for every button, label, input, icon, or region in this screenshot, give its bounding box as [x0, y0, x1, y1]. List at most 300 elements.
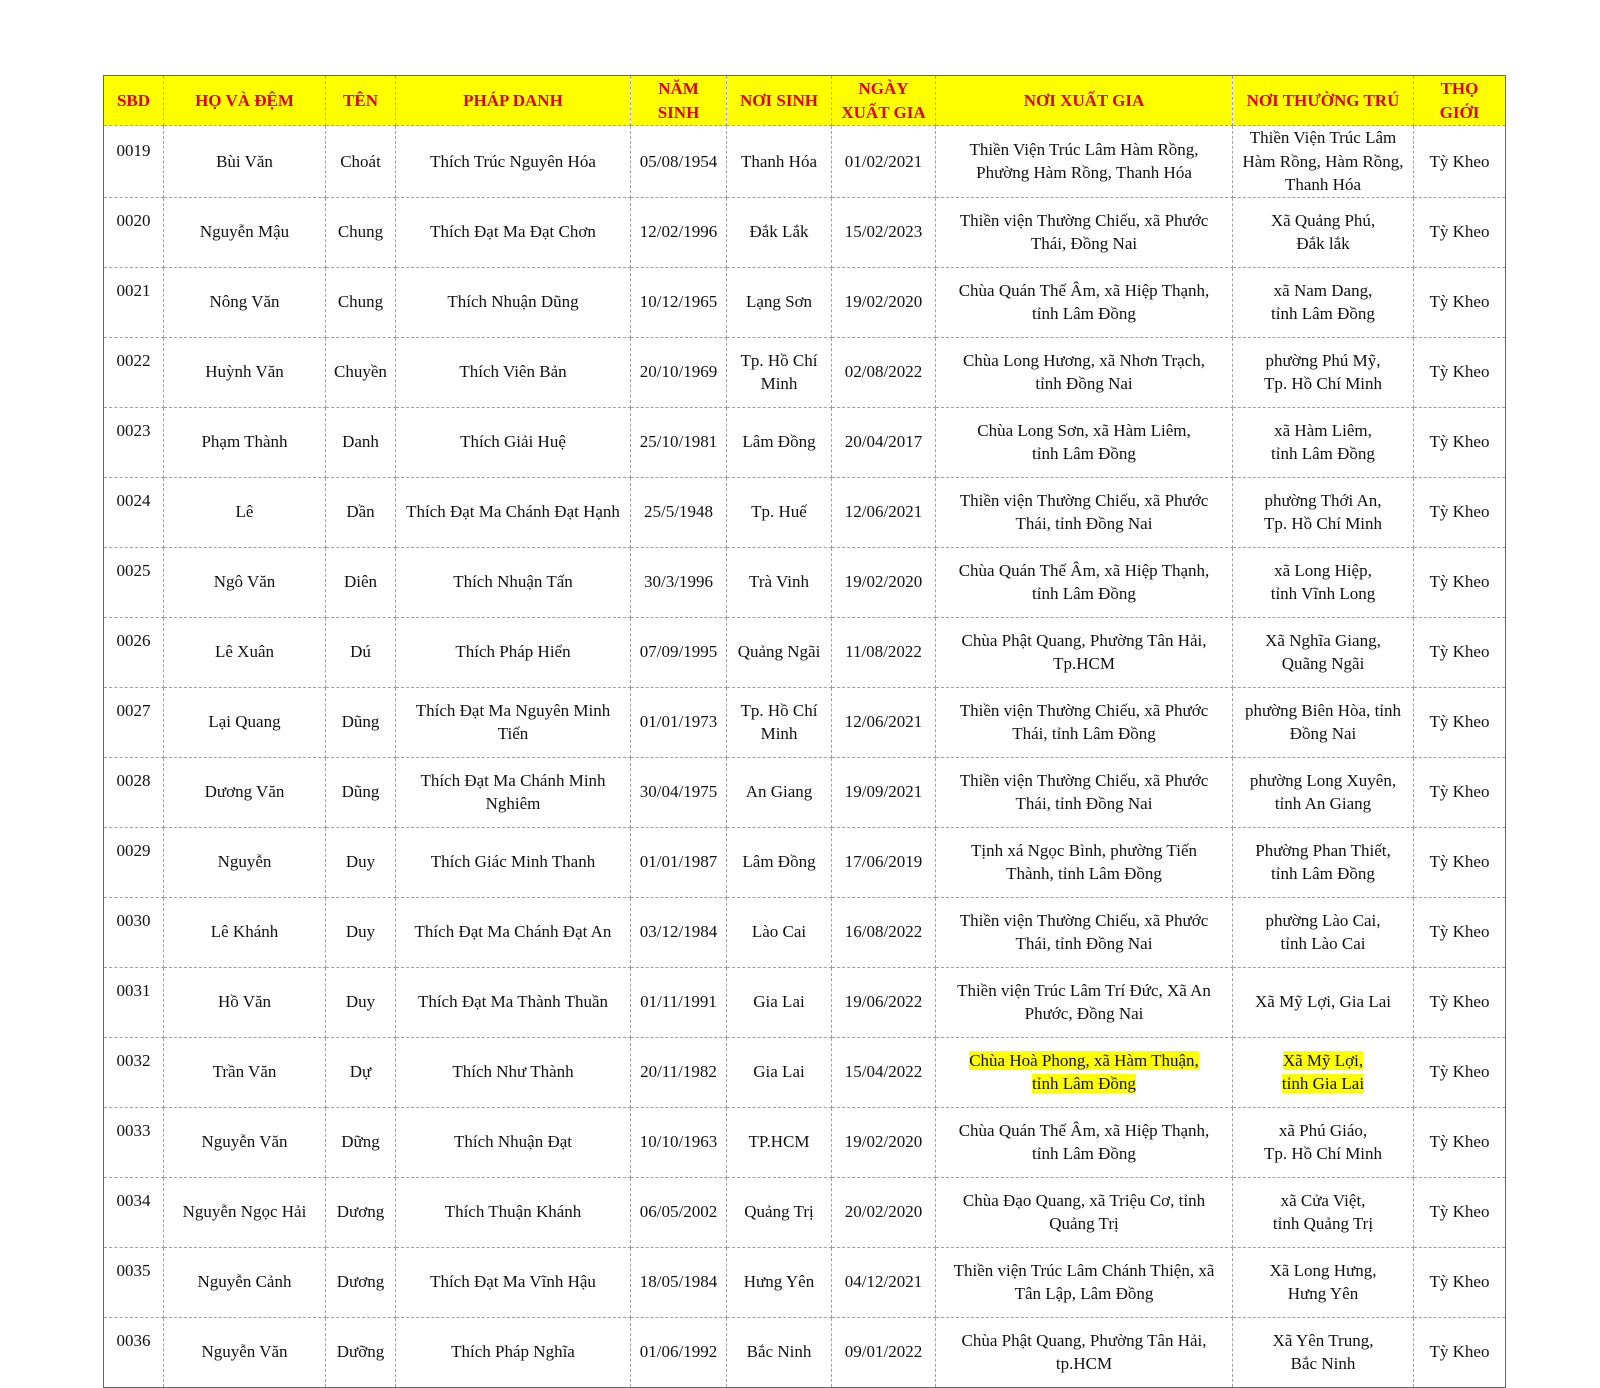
cell-nam-sinh-text: 18/05/1984 [639, 1272, 718, 1292]
cell-phap-danh [396, 1177, 631, 1247]
cell-ngay-xuat-gia [832, 547, 936, 617]
cell-tho-gioi [1414, 757, 1506, 827]
cell-noi-xuat-gia [936, 197, 1233, 267]
cell-sbd-text: 0025 [116, 561, 151, 581]
cell-nam-sinh [631, 337, 727, 407]
cell-sbd-text: 0026 [116, 631, 151, 651]
cell-phap-danh [396, 1107, 631, 1177]
cell-phap-danh-text: Thích Thuận Khánh [444, 1202, 582, 1222]
cell-noi-sinh-text: Lào Cai [751, 922, 807, 942]
cell-noi-sinh-text: Đắk Lắk [749, 222, 809, 242]
cell-noi-sinh-text: Trà Vinh [749, 572, 809, 592]
cell-ngay-xuat-gia-text: 19/02/2020 [844, 572, 923, 592]
table-row [104, 1317, 1506, 1387]
cell-ho-va-dem [164, 617, 326, 687]
cell-tho-gioi-text: Tỳ Kheo [1429, 1132, 1490, 1152]
cell-tho-gioi [1414, 617, 1506, 687]
cell-phap-danh-text: Thích Giải Huệ [460, 432, 566, 452]
cell-noi-thuong-tru-text: phường Long Xuyên, tỉnh An Giang [1249, 770, 1397, 813]
cell-sbd-text: 0028 [116, 771, 151, 791]
cell-noi-sinh [727, 267, 832, 337]
cell-noi-xuat-gia-text: Tịnh xá Ngọc Bình, phường Tiến Thành, tỉnh Lâm Đồng [971, 840, 1197, 883]
cell-ten [326, 757, 396, 827]
cell-noi-sinh [727, 477, 832, 547]
cell-phap-danh [396, 197, 631, 267]
cell-noi-thuong-tru-text: Thiền Viện Trúc Lâm Hàm Rồng, Hàm Rồng, Thanh Hóa [1242, 128, 1404, 194]
cell-noi-sinh [727, 687, 832, 757]
cell-phap-danh [396, 126, 631, 198]
table-header-row [104, 76, 1506, 126]
cell-noi-sinh [727, 547, 832, 617]
cell-ngay-xuat-gia [832, 897, 936, 967]
cell-ngay-xuat-gia [832, 1177, 936, 1247]
cell-ngay-xuat-gia [832, 197, 936, 267]
cell-ho-va-dem-text: Huỳnh Văn [205, 362, 284, 382]
cell-ho-va-dem [164, 477, 326, 547]
cell-noi-thuong-tru-text: Phường Phan Thiết, tỉnh Lâm Đồng [1255, 840, 1391, 883]
table-row [104, 1247, 1506, 1317]
cell-tho-gioi [1414, 1247, 1506, 1317]
cell-tho-gioi [1414, 1107, 1506, 1177]
cell-ten-text: Diên [343, 572, 378, 592]
cell-noi-sinh [727, 897, 832, 967]
cell-ho-va-dem-text: Trần Văn [212, 1062, 277, 1082]
cell-tho-gioi-text: Tỳ Kheo [1429, 502, 1490, 522]
cell-noi-sinh-text: Lạng Sơn [745, 292, 813, 312]
cell-nam-sinh-text: 03/12/1984 [639, 922, 718, 942]
cell-noi-thuong-tru-text: xã Phú Giáo, Tp. Hồ Chí Minh [1263, 1120, 1383, 1163]
cell-tho-gioi-text: Tỳ Kheo [1429, 432, 1490, 452]
table-row [104, 687, 1506, 757]
cell-sbd-text: 0034 [116, 1191, 151, 1211]
cell-phap-danh [396, 407, 631, 477]
cell-noi-sinh-text: Quảng Trị [744, 1202, 814, 1222]
cell-nam-sinh-text: 05/08/1954 [639, 151, 718, 171]
cell-noi-xuat-gia-text: Chùa Đạo Quang, xã Triệu Cơ, tỉnh Quảng Trị [962, 1190, 1206, 1233]
cell-ngay-xuat-gia-text: 12/06/2021 [844, 712, 923, 732]
cell-phap-danh-text: Thích Trúc Nguyên Hóa [430, 151, 596, 171]
cell-noi-xuat-gia [936, 617, 1233, 687]
cell-noi-xuat-gia [936, 967, 1233, 1037]
cell-phap-danh-text: Thích Như Thành [452, 1062, 574, 1082]
cell-nam-sinh [631, 687, 727, 757]
cell-sbd-text: 0027 [116, 701, 151, 721]
cell-noi-xuat-gia [936, 126, 1233, 198]
cell-ho-va-dem [164, 1247, 326, 1317]
cell-noi-thuong-tru [1233, 827, 1414, 897]
cell-noi-xuat-gia-text: Chùa Quán Thế Âm, xã Hiệp Thạnh, tỉnh Lâm Đồng [958, 1120, 1210, 1163]
cell-noi-thuong-tru-text: Xã Nghĩa Giang, Quãng Ngãi [1265, 630, 1381, 673]
cell-noi-xuat-gia [936, 337, 1233, 407]
cell-tho-gioi [1414, 267, 1506, 337]
cell-ho-va-dem [164, 337, 326, 407]
cell-nam-sinh-text: 20/11/1982 [640, 1062, 717, 1082]
cell-ten [326, 967, 396, 1037]
cell-ngay-xuat-gia-text: 12/06/2021 [844, 502, 923, 522]
cell-sbd [104, 337, 164, 407]
cell-noi-xuat-gia [936, 547, 1233, 617]
cell-noi-thuong-tru [1233, 407, 1414, 477]
cell-ngay-xuat-gia [832, 337, 936, 407]
cell-noi-sinh [727, 827, 832, 897]
cell-tho-gioi-text: Tỳ Kheo [1429, 1342, 1490, 1362]
cell-ten-text: Choát [340, 151, 381, 171]
cell-sbd [104, 1247, 164, 1317]
cell-noi-xuat-gia-text: Thiền Viện Trúc Lâm Hàm Rồng, Phường Hàm Rồng, Thanh Hóa [969, 139, 1199, 183]
cell-sbd [104, 687, 164, 757]
cell-ho-va-dem-text: Lê [235, 502, 254, 522]
cell-noi-thuong-tru-text: xã Nam Dang, tỉnh Lâm Đồng [1271, 280, 1375, 323]
table-row [104, 337, 1506, 407]
cell-nam-sinh-text: 01/11/1991 [640, 992, 717, 1012]
cell-sbd [104, 897, 164, 967]
cell-ho-va-dem [164, 267, 326, 337]
header-noi-xuat-gia [936, 76, 1233, 126]
cell-ho-va-dem [164, 1037, 326, 1107]
cell-tho-gioi [1414, 827, 1506, 897]
cell-noi-sinh-text: Tp. Hồ Chí Minh [740, 350, 818, 393]
cell-ten-text: Dững [341, 1132, 380, 1152]
cell-phap-danh-text: Thích Giác Minh Thanh [430, 852, 596, 872]
cell-noi-sinh-text: Tp. Huế [751, 502, 807, 522]
cell-phap-danh-text: Thích Viên Bản [459, 362, 567, 382]
cell-ten-text: Chung [337, 222, 384, 242]
cell-ho-va-dem [164, 967, 326, 1037]
cell-nam-sinh [631, 1247, 727, 1317]
cell-ho-va-dem-text: Nguyễn Ngọc Hải [182, 1202, 307, 1222]
cell-noi-thuong-tru-text: Xã Long Hưng, Hưng Yên [1269, 1260, 1377, 1303]
cell-noi-thuong-tru [1233, 126, 1414, 198]
cell-nam-sinh [631, 1107, 727, 1177]
cell-sbd-text: 0019 [116, 140, 151, 160]
cell-ho-va-dem [164, 827, 326, 897]
cell-ten-text: Dần [346, 502, 375, 522]
cell-phap-danh-text: Thích Đạt Ma Chánh Đạt An [414, 922, 612, 942]
cell-ten [326, 827, 396, 897]
cell-noi-sinh-text: Tp. Hồ Chí Minh [740, 700, 818, 743]
table-row [104, 617, 1506, 687]
cell-nam-sinh [631, 1037, 727, 1107]
cell-phap-danh-text: Thích Nhuận Dũng [447, 292, 579, 312]
cell-sbd [104, 1177, 164, 1247]
cell-noi-sinh-text: Lâm Đồng [742, 852, 816, 872]
cell-ho-va-dem-text: Ngô Văn [213, 572, 276, 592]
cell-tho-gioi-text: Tỳ Kheo [1429, 151, 1490, 171]
cell-ho-va-dem-text: Bùi Văn [216, 151, 273, 171]
cell-ngay-xuat-gia [832, 1317, 936, 1387]
table-row [104, 757, 1506, 827]
header-tho-gioi [1414, 76, 1506, 126]
header-label: NƠI SINH [740, 90, 818, 110]
cell-noi-sinh [727, 1247, 832, 1317]
cell-phap-danh [396, 337, 631, 407]
cell-ho-va-dem-text: Nguyễn [217, 852, 272, 872]
cell-nam-sinh [631, 827, 727, 897]
cell-noi-xuat-gia-text: Thiền viện Thường Chiếu, xã Phước Thái, tỉnh Lâm Đồng [959, 700, 1209, 743]
cell-noi-sinh-text: Gia Lai [753, 1062, 805, 1082]
cell-ten-text: Dự [349, 1062, 372, 1082]
cell-noi-xuat-gia [936, 1107, 1233, 1177]
cell-noi-xuat-gia [936, 1317, 1233, 1387]
cell-noi-thuong-tru [1233, 757, 1414, 827]
cell-nam-sinh-text: 25/10/1981 [639, 432, 718, 452]
header-nam-sinh [631, 76, 727, 126]
cell-ho-va-dem-text: Lại Quang [208, 712, 281, 732]
cell-ngay-xuat-gia [832, 687, 936, 757]
cell-nam-sinh-text: 01/06/1992 [639, 1342, 718, 1362]
cell-noi-xuat-gia [936, 477, 1233, 547]
header-sbd [104, 76, 164, 126]
table-row [104, 477, 1506, 547]
cell-ho-va-dem-text: Nguyễn Cảnh [197, 1272, 292, 1292]
cell-sbd-text: 0021 [116, 281, 151, 301]
cell-ho-va-dem-text: Nguyễn Văn [201, 1132, 288, 1152]
cell-ten-text: Dương [336, 1272, 385, 1292]
cell-ten [326, 1107, 396, 1177]
cell-phap-danh [396, 267, 631, 337]
cell-nam-sinh-text: 01/01/1973 [639, 712, 718, 732]
cell-ho-va-dem [164, 126, 326, 198]
cell-noi-thuong-tru [1233, 267, 1414, 337]
cell-ngay-xuat-gia-text: 15/04/2022 [844, 1062, 923, 1082]
cell-noi-thuong-tru [1233, 477, 1414, 547]
cell-ngay-xuat-gia-text: 19/02/2020 [844, 292, 923, 312]
header-ten [326, 76, 396, 126]
cell-ho-va-dem-text: Hồ Văn [217, 992, 272, 1012]
cell-nam-sinh [631, 1177, 727, 1247]
cell-phap-danh-text: Thích Đạt Ma Chánh Minh Nghiêm [420, 770, 606, 813]
cell-nam-sinh-text: 07/09/1995 [639, 642, 718, 662]
cell-ngay-xuat-gia-text: 15/02/2023 [844, 222, 923, 242]
cell-ho-va-dem-text: Nông Văn [209, 292, 280, 312]
cell-noi-sinh [727, 407, 832, 477]
cell-sbd [104, 757, 164, 827]
cell-noi-xuat-gia-text: Chùa Long Sơn, xã Hàm Liêm, tỉnh Lâm Đồng [977, 420, 1191, 463]
cell-noi-xuat-gia-text: Chùa Quán Thế Âm, xã Hiệp Thạnh, tỉnh Lâm Đồng [958, 560, 1210, 603]
cell-tho-gioi [1414, 1317, 1506, 1387]
cell-tho-gioi-text: Tỳ Kheo [1429, 852, 1490, 872]
cell-noi-thuong-tru [1233, 687, 1414, 757]
cell-ngay-xuat-gia-text: 11/08/2022 [845, 642, 922, 662]
header-label: NĂM SINH [657, 79, 700, 122]
cell-ho-va-dem [164, 757, 326, 827]
table-row [104, 126, 1506, 198]
cell-ho-va-dem-text: Lê Xuân [214, 642, 274, 662]
cell-ho-va-dem [164, 197, 326, 267]
cell-phap-danh [396, 547, 631, 617]
cell-ho-va-dem [164, 897, 326, 967]
cell-tho-gioi-text: Tỳ Kheo [1429, 362, 1490, 382]
header-ngay-xuat-gia [832, 76, 936, 126]
cell-tho-gioi [1414, 897, 1506, 967]
cell-ho-va-dem-text: Lê Khánh [210, 922, 279, 942]
cell-ho-va-dem [164, 1317, 326, 1387]
cell-ngay-xuat-gia [832, 1037, 936, 1107]
table-row [104, 967, 1506, 1037]
cell-noi-xuat-gia-text: Chùa Long Hương, xã Nhơn Trạch, tỉnh Đồng Nai [962, 350, 1206, 393]
cell-ngay-xuat-gia [832, 617, 936, 687]
cell-ngay-xuat-gia [832, 407, 936, 477]
cell-ten [326, 267, 396, 337]
cell-tho-gioi [1414, 967, 1506, 1037]
cell-noi-sinh [727, 126, 832, 198]
cell-noi-thuong-tru-text: Xã Quảng Phú, Đắk lắk [1270, 210, 1376, 253]
cell-ho-va-dem [164, 1177, 326, 1247]
cell-noi-xuat-gia [936, 827, 1233, 897]
cell-tho-gioi-text: Tỳ Kheo [1429, 292, 1490, 312]
cell-sbd [104, 407, 164, 477]
cell-noi-thuong-tru-text: phường Thới An, Tp. Hồ Chí Minh [1263, 490, 1383, 533]
cell-tho-gioi [1414, 547, 1506, 617]
cell-ten [326, 126, 396, 198]
cell-tho-gioi-text: Tỳ Kheo [1429, 1202, 1490, 1222]
cell-ngay-xuat-gia [832, 967, 936, 1037]
cell-ten-text: Dũng [341, 782, 380, 802]
cell-sbd-text: 0020 [116, 211, 151, 231]
cell-sbd [104, 126, 164, 198]
cell-noi-sinh [727, 337, 832, 407]
cell-nam-sinh-text: 06/05/2002 [639, 1202, 718, 1222]
cell-sbd [104, 1317, 164, 1387]
cell-nam-sinh [631, 267, 727, 337]
cell-nam-sinh [631, 126, 727, 198]
cell-noi-thuong-tru [1233, 1107, 1414, 1177]
cell-ten-text: Duy [345, 992, 376, 1012]
cell-noi-sinh [727, 1177, 832, 1247]
header-label: TÊN [343, 90, 378, 110]
cell-tho-gioi [1414, 687, 1506, 757]
cell-noi-thuong-tru-text: xã Cửa Việt, tỉnh Quảng Trị [1272, 1190, 1374, 1233]
cell-ho-va-dem [164, 1107, 326, 1177]
cell-ten [326, 1247, 396, 1317]
cell-phap-danh-text: Thích Đạt Ma Nguyên Minh Tiến [415, 700, 611, 743]
cell-noi-sinh-text: Bắc Ninh [746, 1342, 812, 1362]
cell-tho-gioi [1414, 1037, 1506, 1107]
cell-ten [326, 617, 396, 687]
cell-phap-danh-text: Thích Pháp Nghĩa [451, 1342, 575, 1362]
cell-sbd-text: 0023 [116, 421, 151, 441]
cell-ngay-xuat-gia-text: 20/04/2017 [844, 432, 923, 452]
cell-ngay-xuat-gia-text: 02/08/2022 [844, 362, 923, 382]
cell-noi-thuong-tru-text: Xã Mỹ Lợi, tỉnh Gia Lai [1281, 1050, 1365, 1093]
table-row [104, 1177, 1506, 1247]
cell-noi-thuong-tru [1233, 547, 1414, 617]
cell-tho-gioi [1414, 197, 1506, 267]
cell-nam-sinh-text: 01/01/1987 [639, 852, 718, 872]
cell-noi-xuat-gia-text: Thiền viện Trúc Lâm Chánh Thiện, xã Tân Lập, Lâm Đồng [953, 1260, 1215, 1303]
cell-tho-gioi-text: Tỳ Kheo [1429, 1272, 1490, 1292]
cell-phap-danh [396, 757, 631, 827]
cell-ten-text: Dú [350, 642, 371, 662]
cell-sbd [104, 1107, 164, 1177]
cell-ten-text: Dương [336, 1202, 385, 1222]
cell-sbd-text: 0029 [116, 841, 151, 861]
cell-phap-danh-text: Thích Đạt Ma Thành Thuần [417, 992, 609, 1012]
cell-noi-thuong-tru-text: Xã Mỹ Lợi, Gia Lai [1255, 992, 1391, 1012]
cell-noi-thuong-tru [1233, 197, 1414, 267]
cell-ngay-xuat-gia-text: 20/02/2020 [844, 1202, 923, 1222]
cell-ho-va-dem-text: Phạm Thành [201, 432, 288, 452]
cell-noi-xuat-gia-text: Chùa Hoà Phong, xã Hàm Thuận, tỉnh Lâm Đồng [969, 1050, 1199, 1093]
cell-nam-sinh [631, 477, 727, 547]
header-label: NƠI XUẤT GIA [1023, 90, 1145, 110]
cell-ten-text: Chung [337, 292, 384, 312]
cell-noi-xuat-gia-text: Thiền viện Trúc Lâm Trí Đức, Xã An Phước, Đồng Nai [957, 980, 1211, 1023]
cell-ho-va-dem [164, 407, 326, 477]
cell-ten [326, 1177, 396, 1247]
cell-noi-thuong-tru-text: xã Hàm Liêm, tỉnh Lâm Đồng [1271, 420, 1375, 463]
header-phap-danh [396, 76, 631, 126]
cell-noi-sinh [727, 617, 832, 687]
cell-ten [326, 197, 396, 267]
cell-noi-xuat-gia [936, 407, 1233, 477]
cell-noi-thuong-tru [1233, 967, 1414, 1037]
cell-nam-sinh [631, 1317, 727, 1387]
cell-noi-xuat-gia-text: Chùa Phật Quang, Phường Tân Hải, tp.HCM [961, 1330, 1207, 1373]
cell-nam-sinh [631, 547, 727, 617]
cell-ten [326, 477, 396, 547]
cell-noi-thuong-tru-text: phường Lào Cai, tỉnh Lào Cai [1265, 910, 1381, 953]
cell-sbd [104, 197, 164, 267]
cell-phap-danh [396, 617, 631, 687]
cell-tho-gioi-text: Tỳ Kheo [1429, 642, 1490, 662]
cell-ten [326, 1317, 396, 1387]
table-row [104, 197, 1506, 267]
header-label: HỌ VÀ ĐỆM [195, 90, 294, 110]
cell-phap-danh [396, 897, 631, 967]
cell-phap-danh [396, 1247, 631, 1317]
cell-tho-gioi-text: Tỳ Kheo [1429, 572, 1490, 592]
cell-nam-sinh-text: 30/04/1975 [639, 782, 718, 802]
cell-noi-thuong-tru-text: Xã Yên Trung, Bắc Ninh [1272, 1330, 1374, 1373]
header-label: SBD [116, 90, 151, 110]
cell-ten-text: Dưỡng [336, 1342, 385, 1362]
header-label: THỌ GIỚI [1439, 79, 1480, 122]
cell-nam-sinh-text: 20/10/1969 [639, 362, 718, 382]
cell-phap-danh [396, 1317, 631, 1387]
cell-nam-sinh-text: 12/02/1996 [639, 222, 718, 242]
cell-sbd [104, 477, 164, 547]
cell-sbd [104, 827, 164, 897]
cell-noi-xuat-gia [936, 1177, 1233, 1247]
cell-phap-danh-text: Thích Nhuận Tấn [453, 572, 573, 592]
cell-noi-xuat-gia-text: Chùa Quán Thế Âm, xã Hiệp Thạnh, tỉnh Lâm Đồng [958, 280, 1210, 323]
cell-ngay-xuat-gia-text: 19/09/2021 [844, 782, 923, 802]
cell-phap-danh-text: Thích Đạt Ma Đạt Chơn [430, 222, 596, 242]
cell-noi-thuong-tru [1233, 337, 1414, 407]
cell-ngay-xuat-gia-text: 19/02/2020 [844, 1132, 923, 1152]
cell-tho-gioi-text: Tỳ Kheo [1429, 712, 1490, 732]
cell-ngay-xuat-gia [832, 757, 936, 827]
cell-ngay-xuat-gia-text: 17/06/2019 [844, 852, 923, 872]
cell-sbd-text: 0035 [116, 1261, 151, 1281]
cell-nam-sinh-text: 10/12/1965 [639, 292, 718, 312]
cell-noi-sinh-text: TP.HCM [748, 1132, 810, 1152]
table-row [104, 827, 1506, 897]
cell-ngay-xuat-gia-text: 16/08/2022 [844, 922, 923, 942]
cell-noi-thuong-tru-text: phường Biên Hòa, tỉnh Đồng Nai [1244, 700, 1402, 743]
header-label: NGÀY XUẤT GIA [841, 79, 926, 122]
cell-nam-sinh [631, 407, 727, 477]
ordination-candidate-table [103, 75, 1506, 1388]
cell-phap-danh-text: Thích Nhuận Đạt [453, 1132, 573, 1152]
cell-phap-danh-text: Thích Pháp Hiển [455, 642, 571, 662]
cell-noi-xuat-gia [936, 1037, 1233, 1107]
table-row [104, 1107, 1506, 1177]
cell-nam-sinh-text: 25/5/1948 [644, 502, 713, 522]
cell-sbd-text: 0032 [116, 1051, 151, 1071]
cell-sbd-text: 0030 [116, 911, 151, 931]
